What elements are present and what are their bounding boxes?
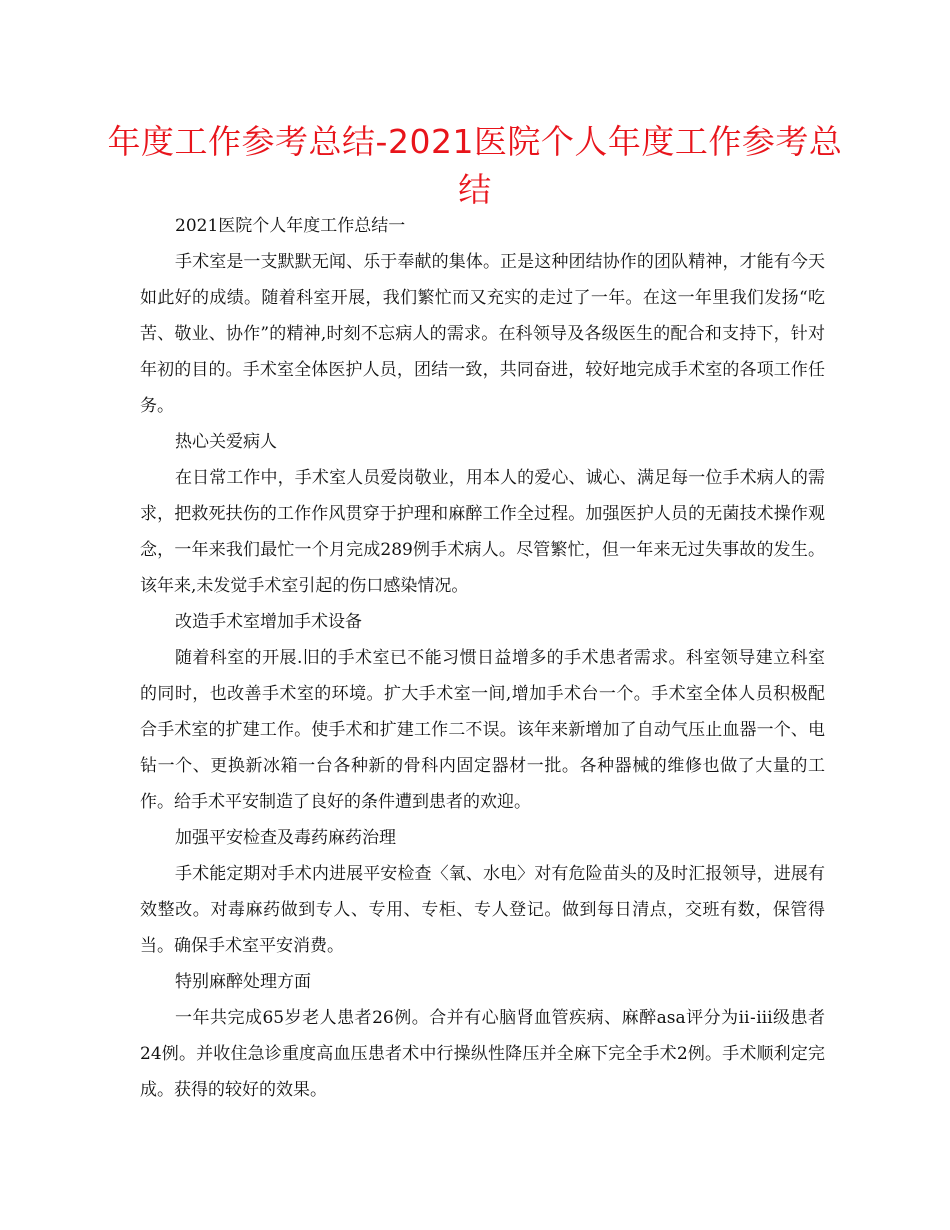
body-paragraph: 一年共完成65岁老人患者26例。合并有心脑肾血管疾病、麻醉asa评分为ⅱ-ⅲ级患者24例。并收住急诊重度高血压患者术中行操纵性降压并全麻下完全手术2例。手术顺利定完成。获得的较好的效果。 xyxy=(140,1008,825,1100)
body-paragraph: 在日常工作中，手术室人员爱岗敬业，用本人的爱心、诚心、满足每一位手术病人的需求，把救死扶伤的工作作风贯穿于护理和麻醉工作全过程。加强医护人员的无菌技术操作观念，一年来我们最忙一个月完成289例手术病人。尽管繁忙，但一年来无过失事故的发生。该年来,未发觉手术室引起的伤口感染情况。 xyxy=(140,468,825,596)
section-subtitle: 2021医院个人年度工作总结一 xyxy=(175,216,406,236)
document-title: 年度工作参考总结-2021医院个人年度工作参考总结 xyxy=(107,122,843,209)
section-heading: 改造手术室增加手术设备 xyxy=(175,612,362,632)
body-paragraph: 手术能定期对手术内进展平安检查〈氧、水电〉对有危险苗头的及时汇报领导，进展有效整改。对毒麻药做到专人、专用、专柜、专人登记。做到每日清点，交班有数，保管得当。确保手术室平安消费。 xyxy=(140,864,825,956)
body-paragraph: 随着科室的开展.旧的手术室已不能习惯日益增多的手术患者需求。科室领导建立科室的同时，也改善手术室的环境。扩大手术室一间,增加手术台一个。手术室全体人员积极配合手术室的扩建工作。使手术和扩建工作二不误。该年来新增加了自动气压止血器一个、电钻一个、更换新冰箱一台各种新的骨科内固定器材一批。各种器械的维修也做了大量的工作。给手术平安制造了良好的条件遭到患者的欢迎。 xyxy=(140,648,825,812)
section-heading: 加强平安检查及毒药麻药治理 xyxy=(175,828,396,848)
document-body xyxy=(140,208,825,1108)
body-paragraph: 手术室是一支默默无闻、乐于奉献的集体。正是这种团结协作的团队精神，才能有今天如此好的成绩。随着科室开展，我们繁忙而又充实的走过了一年。在这一年里我们发扬“吃苦、敬业、协作”的精神,时刻不忘病人的需求。在科领导及各级医生的配合和支持下，针对年初的目的。手术室全体医护人员，团结一致，共同奋进，较好地完成手术室的各项工作任务。 xyxy=(140,252,825,416)
section-heading: 特别麻醉处理方面 xyxy=(175,972,311,992)
section-heading: 热心关爱病人 xyxy=(175,432,277,452)
